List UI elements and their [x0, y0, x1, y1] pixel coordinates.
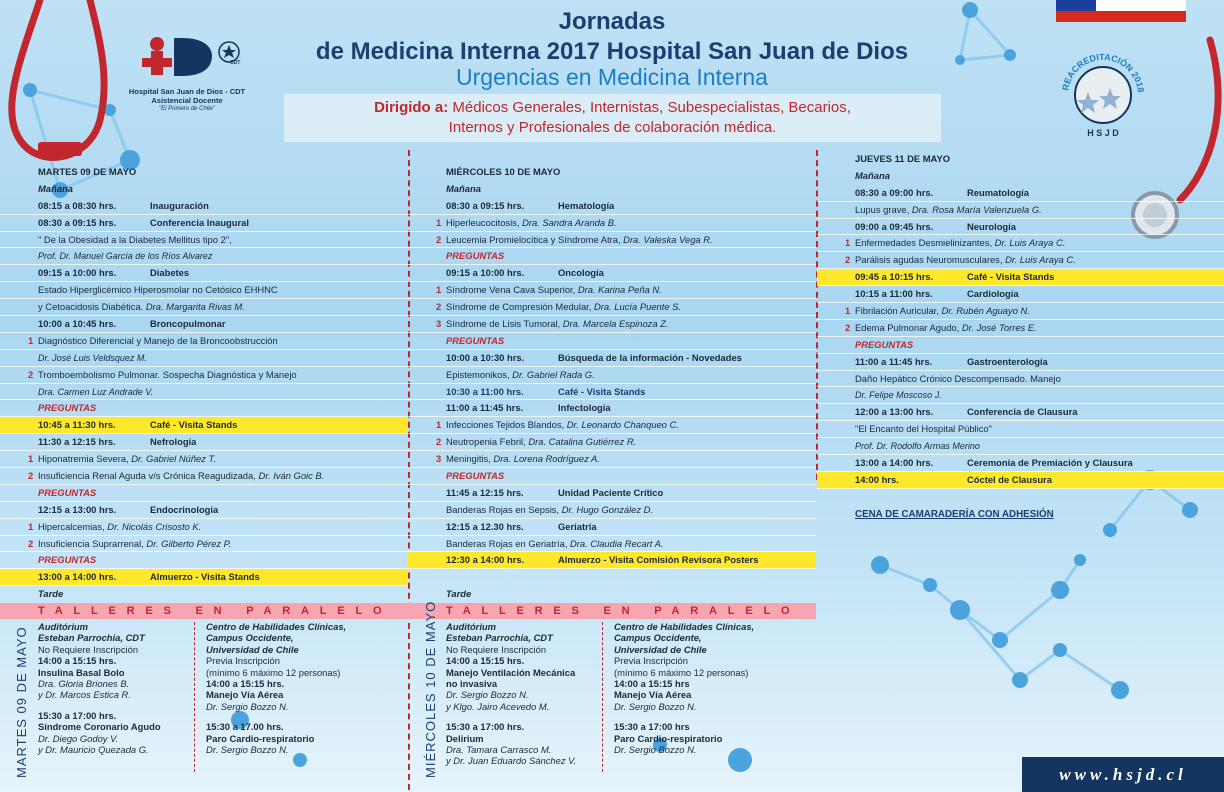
taller-line: Campus Occidente, [206, 632, 294, 644]
taller-line: 15:30 a 17:00 hrs. [38, 709, 117, 721]
session-row [817, 472, 1224, 489]
logo-cdt: CDT [230, 60, 241, 66]
topic-number: 2 [28, 368, 34, 380]
spacer-row [408, 569, 816, 586]
session-time: 09:15 a 10:00 hrs. [38, 267, 117, 279]
speaker-row: Prof. Dr. Manuel García de los Ríos Alvarez [0, 248, 408, 265]
session-time: 08:15 a 08:30 hrs. [38, 199, 117, 211]
topic-row [408, 536, 816, 553]
column-jueves [817, 151, 1224, 489]
topic-speaker: Dr. Gilberto Pérez P. [143, 537, 232, 549]
part-of-day: Tarde [38, 588, 64, 600]
topic-number: 1 [436, 216, 442, 228]
audience-text [284, 98, 941, 138]
session-row [0, 198, 408, 215]
session-row [0, 417, 408, 434]
logo-tagline: "El Primero de Chile" [159, 106, 215, 112]
session-row [817, 354, 1224, 371]
topic-row [408, 232, 816, 249]
topic-row [408, 282, 816, 299]
taller-line: Dr. Sergio Bozzo N. [206, 700, 289, 712]
topic-text: Meningitis, [446, 453, 491, 465]
session-title: Conferencia Inaugural [150, 216, 249, 228]
session-title: Oncología [558, 267, 604, 279]
topic-number: 1 [28, 334, 34, 346]
taller-line: Auditórium [38, 621, 88, 632]
taller-miercoles-auditorium [446, 621, 601, 767]
taller-line: Centro de Habilidades Clínicas, [206, 621, 347, 632]
session-row [0, 569, 408, 586]
session-row [408, 400, 816, 417]
taller-line: Dr. Diego Godoy V. [38, 732, 119, 744]
title-line-2: de Medicina Interna 2017 Hospital San Juan de Dios [315, 38, 909, 65]
topic-text: Fibrilación Auricular, [855, 305, 939, 317]
topic-speaker: Dr. Luis Araya C. [992, 237, 1066, 249]
session-time: 10:15 a 11:00 hrs. [855, 288, 933, 300]
topic-row [817, 421, 1224, 438]
session-time: 10:45 a 11:30 hrs. [38, 419, 116, 431]
session-time: 11:00 a 11:45 hrs. [855, 355, 933, 367]
topic-row [817, 252, 1224, 269]
preguntas-row: PREGUNTAS [0, 552, 408, 569]
vertical-label-martes: MARTES 09 DE MAYO [14, 626, 29, 778]
taller-line: 14:00 a 15:15 hrs. [206, 678, 285, 690]
session-time: 08:30 a 09:15 hrs. [38, 216, 117, 228]
topic-text: Hiperleucocitosis, [446, 216, 520, 228]
session-title: Nefrología [150, 436, 197, 448]
badge-letters: H S J D [1087, 128, 1119, 138]
taller-line: Esteban Parrochia, CDT [38, 632, 145, 644]
session-row [0, 215, 408, 232]
topic-number: 3 [436, 453, 442, 465]
taller-line: Campus Occidente, [614, 632, 702, 644]
topic-text: Daño Hepático Crónico Descompensado. Manejo [855, 372, 1061, 384]
taller-line: 14:00 a 15:15 hrs. [446, 655, 525, 667]
topic-number: 2 [28, 537, 34, 549]
session-title: Conferencia de Clausura [967, 406, 1078, 418]
taller-line: Dr. Sergio Bozzo N. [446, 689, 529, 701]
badge-arc-text: REACREDITACIÓN 2018 [1060, 51, 1146, 94]
session-row [817, 286, 1224, 303]
topic-speaker: Dra. Lucía Puente S. [591, 301, 682, 313]
topic-text: Estado Hiperglicémico Hiperosmolar no Cetósico EHHNC [38, 284, 278, 296]
session-title: Café - Visita Stands [150, 419, 238, 431]
talleres-banner-martes: TALLERES EN PARALELO [0, 603, 408, 619]
session-title: Ceremonia de Premiación y Clausura [967, 457, 1133, 469]
taller-line: 14:00 a 15:15 hrs [614, 678, 690, 690]
taller-line: No Requiere Inscripción [446, 643, 547, 655]
topic-speaker: Dr. Luis Araya C. [1002, 254, 1076, 266]
session-time: 13:00 a 14:00 hrs. [855, 457, 934, 469]
session-title: Cardiología [967, 288, 1019, 300]
session-row [408, 265, 816, 282]
session-title: Cóctel de Clausura [967, 473, 1052, 485]
preguntas-row: PREGUNTAS [817, 337, 1224, 354]
session-title: Reumatología [967, 186, 1029, 198]
session-time: 08:30 a 09:00 hrs. [855, 186, 934, 198]
taller-line: y Dr. Marcos Estica R. [38, 689, 131, 701]
session-title: Diabetes [150, 267, 190, 279]
topic-row [408, 299, 816, 316]
session-title: Geriatría [558, 520, 597, 532]
taller-line: Previa Inscripción [614, 655, 688, 667]
session-time: 12:00 a 13:00 hrs. [855, 406, 934, 418]
topic-text: Infecciones Tejidos Blandos, [446, 419, 565, 431]
session-title: Endocrinología [150, 503, 219, 515]
preguntas-row: PREGUNTAS [408, 248, 816, 265]
speaker-row: Dra. Carmen Luz Andrade V. [0, 384, 408, 401]
topic-row [0, 451, 408, 468]
session-title: Unidad Paciente Crítico [558, 486, 664, 498]
topic-row [817, 371, 1224, 388]
website-link[interactable]: www.hsjd.cl [1022, 757, 1224, 792]
session-row [817, 185, 1224, 202]
taller-line: No Requiere Inscripción [38, 643, 139, 655]
topic-number: 1 [28, 520, 34, 532]
part-of-day: Mañana [446, 182, 481, 194]
preguntas-row: PREGUNTAS [408, 333, 816, 350]
session-time: 09:00 a 09:45 hrs. [855, 220, 934, 232]
session-time: 08:30 a 09:15 hrs. [446, 199, 525, 211]
topic-speaker: Dra. Valeska Vega R. [620, 233, 713, 245]
topic-text: Banderas Rojas en Sepsis, [446, 503, 560, 515]
taller-line: Paro Cardio-respiratorio [206, 732, 315, 744]
taller-line: Manejo Ventilación Mecánica [446, 666, 576, 678]
topic-text: Diagnóstico Diferencial y Manejo de la Broncoobstrucción [38, 334, 278, 346]
topic-speaker: Dr. Iván Goic B. [255, 470, 325, 482]
session-title: Gastroenterología [967, 355, 1048, 367]
session-title: Almuerzo - Visita Comisión Revisora Posters [558, 554, 759, 566]
taller-line: Paro Cardio-respiratorio [614, 732, 723, 744]
taller-line: Dr. Sergio Bozzo N. [614, 700, 697, 712]
session-time: 10:00 a 10:30 hrs. [446, 351, 525, 363]
session-row [817, 219, 1224, 236]
topic-text: Leucemia Promielocítica y Síndrome Atra, [446, 233, 621, 245]
taller-line: 15:30 a 17.00 hrs. [206, 721, 284, 733]
taller-line: Universidad de Chile [614, 643, 707, 655]
taller-line: y Dr. Mauricio Quezada G. [38, 744, 149, 756]
topic-speaker: Dra. Margarita Rivas M. [143, 301, 245, 313]
topic-speaker: Dr. Gabriel Núñez T. [128, 453, 217, 465]
preguntas-row: PREGUNTAS [0, 400, 408, 417]
session-time: 10:00 a 10:45 hrs. [38, 318, 117, 330]
topic-text: Hiponatremia Severa, [38, 453, 129, 465]
preguntas-row: PREGUNTAS [408, 468, 816, 485]
session-title: Broncopulmonar [150, 318, 226, 330]
taller-line [206, 712, 406, 721]
topic-row [0, 299, 408, 316]
topic-row [0, 367, 408, 384]
logo-sub: Asistencial Docente [151, 96, 223, 105]
taller-line: Centro de Habilidades Clínicas, [614, 621, 755, 632]
taller-line: Manejo Vía Aérea [206, 689, 284, 701]
subtitle: Urgencias en Medicina Interna [456, 64, 768, 90]
topic-speaker: Dra. Karina Peña N. [575, 284, 662, 296]
topic-row [408, 451, 816, 468]
speaker-row: Dr. José Luis Veldsquez M. [0, 350, 408, 367]
taller-line: Universidad de Chile [206, 643, 299, 655]
topic-speaker: Dra. Sandra Aranda B. [519, 216, 617, 228]
day-heading: MIÉRCOLES 10 DE MAYO [446, 166, 561, 177]
topic-row [817, 303, 1224, 320]
session-row [817, 269, 1224, 286]
topic-text: Epistemonikos, [446, 368, 510, 380]
topic-text: Enfermedades Desmielinizantes, [855, 237, 993, 249]
topic-row [817, 320, 1224, 337]
topic-number: 1 [845, 237, 851, 249]
session-row [817, 455, 1224, 472]
topic-speaker: Dr. Leonardo Chanqueo C. [564, 419, 679, 431]
vertical-label-miercoles: MIÉRCOLES 10 DE MAYO [423, 600, 438, 778]
session-title: Neurología [967, 220, 1016, 232]
taller-line: Auditórium [446, 621, 496, 632]
session-time: 11:30 a 12:15 hrs. [38, 436, 116, 448]
audience-line-1: Médicos Generales, Internistas, Subespecialistas, Becarios, [452, 99, 851, 116]
session-row [408, 350, 816, 367]
session-title: Búsqueda de la información - Novedades [558, 351, 742, 363]
topic-number: 2 [436, 301, 442, 313]
cena-label: CENA DE CAMARADERÍA CON ADHESIÓN [855, 509, 1054, 520]
topic-number: 2 [845, 321, 851, 333]
session-row [408, 198, 816, 215]
topic-speaker: Dr. Hugo González D. [559, 503, 654, 515]
taller-line [446, 712, 601, 721]
topic-row [408, 215, 816, 232]
taller-line: Dr. Sergio Bozzo N. [614, 744, 697, 756]
topic-row [817, 202, 1224, 219]
taller-line: (mínimo 6 máximo 12 personas) [614, 666, 749, 678]
topic-row [408, 502, 816, 519]
topic-number: 3 [436, 318, 442, 330]
session-title: Café - Visita Stands [967, 271, 1055, 283]
part-of-day: Mañana [855, 169, 890, 181]
topic-row [0, 333, 408, 350]
topic-row [0, 282, 408, 299]
taller-line: Previa Inscripción [206, 655, 280, 667]
topic-speaker: Dra. Marcela Espinoza Z. [560, 318, 669, 330]
topic-number: 2 [436, 436, 442, 448]
accreditation-badge [1058, 40, 1148, 140]
topic-text: Insuficiencia Suprarrenal, [38, 537, 144, 549]
topic-text: Edema Pulmonar Agudo, [855, 321, 960, 333]
topic-speaker: Dr. Gabriel Rada G. [509, 368, 595, 380]
taller-line: 15:30 a 17:00 hrs. [446, 721, 525, 733]
topic-text: Neutropenia Febril, [446, 436, 526, 448]
taller-martes-auditorium [38, 621, 193, 755]
topic-row [408, 367, 816, 384]
session-title: Café - Visita Stands [558, 385, 646, 397]
taller-line: y Dr. Juan Eduardo Sánchez V. [446, 755, 577, 767]
part-of-day: Mañana [38, 182, 73, 194]
taller-martes-campus [206, 621, 406, 755]
preguntas-row: PREGUNTAS [0, 485, 408, 502]
title-line-1: Jornadas [558, 8, 666, 35]
taller-line: y Klgo. Jairo Acevedo M. [446, 700, 550, 712]
session-time: 12:30 a 14:00 hrs. [446, 554, 525, 566]
topic-text: Hipercalcemias, [38, 520, 105, 532]
topic-row [408, 417, 816, 434]
session-row [0, 434, 408, 451]
day-heading: MARTES 09 DE MAYO [38, 166, 137, 177]
topic-speaker: Dr. José Torres E. [959, 321, 1037, 333]
taller-line: Manejo Vía Aérea [614, 689, 692, 701]
speaker-row: Prof. Dr. Rodolfo Armas Merino [817, 438, 1224, 455]
session-row [0, 316, 408, 333]
audience-line-2: Internos y Profesionales de colaboración médica. [448, 119, 777, 136]
topic-speaker: Dra. Rosa María Valenzuela G. [909, 203, 1042, 215]
topic-row [817, 235, 1224, 252]
topic-row [0, 232, 408, 249]
topic-text: Insuficiencia Renal Aguda v/s Crónica Reagudizada, [38, 470, 256, 482]
topic-text: Lupus grave, [855, 203, 910, 215]
session-row [408, 552, 816, 569]
topic-number: 1 [436, 419, 442, 431]
topic-number: 1 [436, 284, 442, 296]
topic-speaker: Dra. Lorena Rodríguez A. [490, 453, 600, 465]
topic-row [408, 316, 816, 333]
topic-number: 2 [845, 254, 851, 266]
session-time: 11:45 a 12:15 hrs. [446, 486, 524, 498]
topic-number: 1 [28, 453, 34, 465]
topic-text: Síndrome de Compresión Medular, [446, 301, 592, 313]
column-martes [0, 164, 408, 603]
taller-line: Síndrome Coronario Agudo [38, 721, 161, 733]
topic-text: "El Encanto del Hospital Público" [855, 423, 992, 435]
taller-line: Delirium [446, 732, 484, 744]
topic-number: 2 [436, 233, 442, 245]
audience-label: Dirigido a: [374, 99, 449, 116]
session-row [0, 502, 408, 519]
session-row [0, 265, 408, 282]
topic-text: Parálisis agudas Neuromusculares, [855, 254, 1003, 266]
session-time: 12:15 a 12.30 hrs. [446, 520, 524, 532]
topic-text: " De la Obesidad a la Diabetes Mellitus tipo 2", [38, 233, 232, 245]
topic-text: Síndrome Vena Cava Superior, [446, 284, 576, 296]
taller-line: Dra. Tamara Carrasco M. [446, 744, 552, 756]
speaker-row: Dr. Felipe Moscoso J. [817, 387, 1224, 404]
session-title: Hematología [558, 199, 615, 211]
taller-line: 15:30 a 17:00 hrs [614, 721, 690, 733]
taller-line: (mínimo 6 máximo 12 personas) [206, 666, 341, 678]
topic-text: Síndrome de Lisis Tumoral, [446, 318, 561, 330]
session-time: 11:00 a 11:45 hrs. [446, 402, 524, 414]
session-row [817, 404, 1224, 421]
talleres-divider-miercoles [602, 622, 603, 772]
taller-line: 14:00 a 15:15 hrs. [38, 655, 117, 667]
talleres-divider-martes [194, 622, 195, 772]
session-title: Infectología [558, 402, 611, 414]
taller-line [614, 712, 814, 721]
session-time: 13:00 a 14:00 hrs. [38, 571, 117, 583]
topic-number: 2 [28, 470, 34, 482]
session-row [408, 519, 816, 536]
part-of-day: Tarde [446, 588, 472, 600]
session-row [408, 485, 816, 502]
session-time: 14:00 hrs. [855, 473, 899, 485]
topic-number: 1 [845, 305, 851, 317]
taller-line [38, 701, 193, 710]
topic-text: Tromboembolismo Pulmonar. Sospecha Diagnóstica y Manejo [38, 368, 297, 380]
session-row [408, 384, 816, 401]
taller-line: Dra. Gloria Briones B. [38, 678, 130, 690]
session-time: 10:30 a 11:00 hrs. [446, 385, 524, 397]
topic-speaker: Dr. Nicolás Crisosto K. [104, 520, 202, 532]
topic-speaker: Dra. Claudia Recart A. [567, 537, 664, 549]
taller-line: Dr. Sergio Bozzo N. [206, 744, 289, 756]
topic-speaker: Dra. Catalina Gutiérrez R. [525, 436, 637, 448]
taller-line: no invasiva [446, 678, 498, 690]
topic-text: y Cetoacidosis Diabética. [38, 301, 144, 313]
day-heading: JUEVES 11 DE MAYO [855, 153, 951, 164]
topic-text: Banderas Rojas en Geriatría, [446, 537, 568, 549]
taller-line: Insulina Basal Bolo [38, 666, 125, 678]
session-title: Almuerzo - Visita Stands [150, 571, 260, 583]
taller-line: Esteban Parrochia, CDT [446, 632, 553, 644]
session-time: 12:15 a 13:00 hrs. [38, 503, 117, 515]
topic-row [0, 536, 408, 553]
logo-name: Hospital San Juan de Dios - CDT [128, 87, 246, 96]
topic-row [0, 468, 408, 485]
topic-speaker: Dr. Rubén Aguayo N. [938, 305, 1030, 317]
topic-row [408, 434, 816, 451]
talleres-banner-miercoles: TALLERES EN PARALELO [408, 603, 816, 619]
session-time: 09:45 a 10:15 hrs. [855, 271, 934, 283]
taller-miercoles-campus [614, 621, 814, 755]
column-miercoles [408, 164, 816, 603]
session-title: Inauguración [150, 199, 209, 211]
session-time: 09:15 a 10:00 hrs. [446, 267, 525, 279]
topic-row [0, 519, 408, 536]
